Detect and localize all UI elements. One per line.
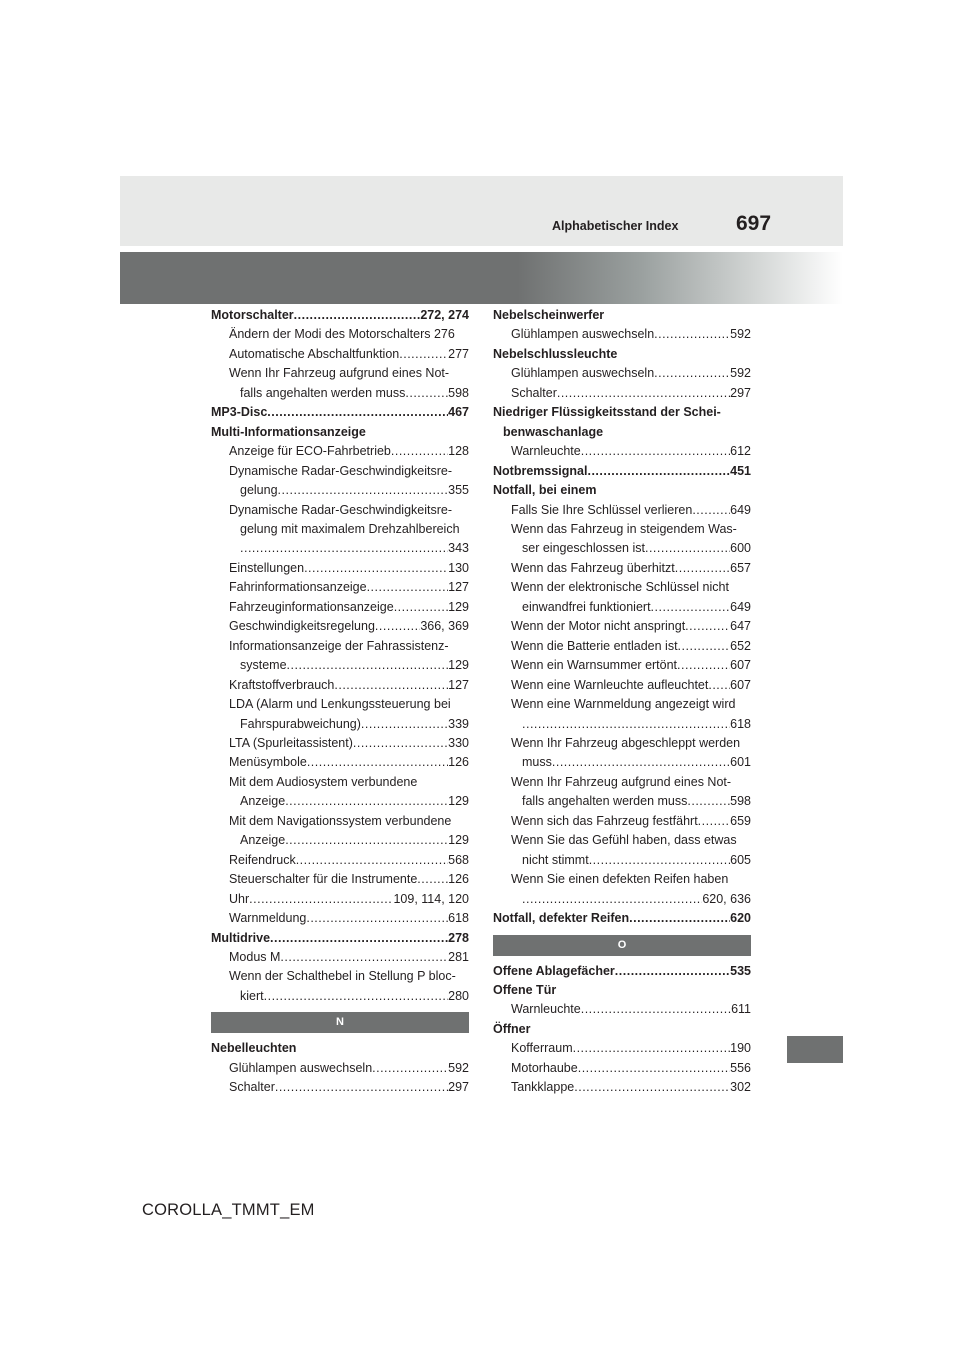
index-entry: [211, 306, 469, 325]
entry-label: Wenn eine Warnleuchte aufleuchtet: [511, 677, 709, 692]
page-reference: 652: [730, 638, 751, 653]
page-number: 697: [736, 212, 772, 235]
entry-label: Reifendruck: [229, 852, 296, 867]
index-entry: [211, 656, 469, 675]
entry-label: Motorschalter: [211, 308, 294, 322]
index-subentry: Wenn der Schalthebel in Stellung P bloc-: [229, 969, 456, 984]
index-entry: [211, 890, 469, 909]
index-entry: [493, 1039, 751, 1058]
page-reference: 467: [448, 405, 469, 420]
entry-label: falls angehalten werden muss: [522, 794, 688, 809]
page-reference: 297: [730, 385, 751, 400]
dot-leader: [405, 384, 448, 403]
index-heading: Nebelscheinwerfer: [493, 308, 605, 322]
index-entry: [493, 637, 751, 656]
index-entry: [493, 656, 751, 675]
index-entry: [493, 851, 751, 870]
index-entry: [493, 812, 751, 831]
entry-label: Modus M: [229, 949, 281, 964]
page-reference: 592: [730, 366, 751, 381]
index-subentry: Dynamische Radar-Geschwindigkeitsre-: [229, 502, 452, 517]
header-box: [120, 176, 843, 246]
dot-leader: [275, 1078, 448, 1097]
index-entry: [211, 442, 469, 461]
page-reference: 109, 114, 120: [393, 891, 469, 906]
page-reference: 649: [730, 502, 751, 517]
entry-label: gelung: [240, 483, 278, 498]
entry-label: Warnmeldung: [229, 911, 307, 926]
dot-leader: [391, 442, 448, 461]
page-reference: 620: [730, 911, 751, 926]
page-reference: 127: [448, 677, 469, 692]
entry-label: ser eingeschlossen ist: [522, 541, 645, 556]
entry-label: Fahrzeuginformationsanzeige: [229, 599, 394, 614]
entry-label: Wenn die Batterie entladen ist: [511, 638, 678, 653]
dot-leader: [552, 753, 730, 772]
entry-label: Glühlampen auswechseln: [511, 327, 655, 342]
dot-leader: [685, 617, 730, 636]
index-entry: [211, 851, 469, 870]
index-heading: Öffner: [493, 1021, 531, 1036]
page-reference: 277: [448, 346, 469, 361]
page-reference: 657: [730, 560, 751, 575]
page-reference: 126: [448, 872, 469, 887]
page-reference: 272, 274: [420, 308, 469, 322]
page-reference: 649: [730, 599, 751, 614]
index-subentry: gelung mit maximalem Drehzahlbereich: [240, 521, 460, 536]
index-entry: [211, 715, 469, 734]
dot-leader: [267, 403, 448, 422]
index-entry: [211, 1078, 469, 1097]
dot-leader: [675, 559, 730, 578]
index-entry: [211, 734, 469, 753]
index-entry: [211, 403, 469, 422]
index-heading: Niedriger Flüssigkeitsstand der Schei-: [493, 405, 721, 420]
index-subentry: Dynamische Radar-Geschwindigkeitsre-: [229, 463, 452, 478]
dot-leader: [692, 501, 730, 520]
page-reference: 598: [730, 794, 751, 809]
page-reference: 607: [730, 677, 751, 692]
dot-leader: [574, 1078, 730, 1097]
entry-label: Wenn das Fahrzeug überhitzt: [511, 560, 675, 575]
dot-leader: [280, 948, 448, 967]
index-entry: [211, 870, 469, 889]
entry-label: Motorhaube: [511, 1060, 578, 1075]
index-heading: Nebelleuchten: [211, 1041, 297, 1056]
entry-label: Kofferraum: [511, 1041, 573, 1056]
entry-label: Tankklappe: [511, 1080, 575, 1095]
dot-leader: [294, 306, 421, 325]
index-entry: [211, 909, 469, 928]
entry-label: Wenn der Motor nicht anspringt: [511, 619, 686, 634]
dot-leader: [240, 539, 448, 558]
entry-label: Offene Ablagefächer: [493, 963, 615, 978]
entry-label: Wenn ein Warnsummer ertönt: [511, 658, 678, 673]
entry-label: Glühlampen auswechseln: [511, 366, 655, 381]
index-subentry: Wenn das Fahrzeug in steigendem Was-: [511, 521, 737, 536]
index-entry: [211, 948, 469, 967]
page-reference: 280: [448, 988, 469, 1003]
entry-label: Notbremssignal: [493, 463, 588, 478]
index-entry: [493, 1059, 751, 1078]
index-entry: [493, 715, 751, 734]
index-entry: [493, 909, 751, 928]
entry-label: Automatische Abschaltfunktion: [229, 346, 400, 361]
entry-label: Schalter: [229, 1080, 275, 1095]
dot-leader: [334, 676, 448, 695]
entry-label: nicht stimmt: [522, 852, 589, 867]
dot-leader: [399, 345, 448, 364]
index-entry: [211, 831, 469, 850]
dot-leader: [285, 831, 448, 850]
index-subentry: Wenn der elektronische Schlüssel nicht: [511, 580, 729, 595]
entry-label: LTA (Spurleitassistent): [229, 735, 353, 750]
index-entry: [493, 559, 751, 578]
page-reference: 607: [730, 658, 751, 673]
dot-leader: [629, 909, 730, 928]
index-entry: [493, 442, 751, 461]
index-entry: [211, 792, 469, 811]
page-reference: 130: [448, 560, 469, 575]
entry-label: Fahrinformationsanzeige: [229, 580, 367, 595]
page-reference: 659: [730, 813, 751, 828]
dot-leader: [353, 734, 448, 753]
page-reference: 129: [448, 833, 469, 848]
dot-leader: [615, 962, 730, 981]
index-entry: [211, 753, 469, 772]
page-reference: 451: [730, 463, 751, 478]
index-heading: Multi-Informationsanzeige: [211, 424, 366, 439]
index-heading: benwaschanlage: [503, 424, 604, 439]
entry-label: Uhr: [229, 891, 250, 906]
page-reference: 647: [730, 619, 751, 634]
dot-leader: [372, 1059, 448, 1078]
index-entry: [493, 676, 751, 695]
index-subentry: Wenn Ihr Fahrzeug abgeschleppt werden: [511, 735, 741, 750]
dot-leader: [285, 792, 448, 811]
dot-leader: [296, 851, 448, 870]
dot-leader: [307, 753, 448, 772]
section-letter-header: O: [493, 935, 751, 956]
page-reference: 612: [730, 444, 751, 459]
index-entry: [493, 1000, 751, 1019]
dot-leader: [361, 715, 448, 734]
dot-leader: [677, 656, 730, 675]
dot-leader: [522, 715, 730, 734]
entry-label: Warnleuchte: [511, 444, 581, 459]
dot-leader: [375, 617, 420, 636]
dot-leader: [557, 384, 730, 403]
index-entry: [211, 987, 469, 1006]
dot-leader: [587, 462, 730, 481]
page-reference: 535: [730, 963, 751, 978]
page-reference: 366, 369: [420, 619, 469, 634]
entry-label: Warnleuchte: [511, 1002, 581, 1017]
index-heading: Offene Tür: [493, 982, 557, 997]
page-reference: 611: [731, 1002, 751, 1017]
index-heading: Nebelschlussleuchte: [493, 346, 618, 361]
dot-leader: [654, 325, 730, 344]
dot-leader: [654, 364, 730, 383]
entry-label: muss: [522, 755, 552, 770]
page-reference: 598: [448, 385, 469, 400]
entry-label: systeme: [240, 658, 287, 673]
page-reference: 126: [448, 755, 469, 770]
entry-label: kiert: [240, 988, 264, 1003]
page-reference: 127: [448, 580, 469, 595]
index-entry: [211, 1059, 469, 1078]
page-reference: 556: [730, 1060, 751, 1075]
index-entry: [493, 598, 751, 617]
page-reference: 297: [448, 1080, 469, 1095]
index-entry: [211, 929, 469, 948]
page-reference: 618: [448, 911, 469, 926]
page-reference: 281: [448, 949, 469, 964]
dot-leader: [394, 598, 448, 617]
dot-leader: [249, 890, 393, 909]
entry-label: Einstellungen: [229, 560, 305, 575]
dot-leader: [687, 792, 730, 811]
dot-leader: [264, 987, 449, 1006]
index-entry: [493, 792, 751, 811]
index-entry: [493, 1078, 751, 1097]
dot-leader: [367, 578, 449, 597]
dot-leader: [304, 559, 448, 578]
index-entry: [493, 364, 751, 383]
page-reference: 592: [448, 1060, 469, 1075]
page-reference: 592: [730, 327, 751, 342]
dot-leader: [522, 890, 702, 909]
entry-label: Falls Sie Ihre Schlüssel verlieren: [511, 502, 693, 517]
entry-label: Wenn sich das Fahrzeug festfährt: [511, 813, 698, 828]
index-entry: [211, 578, 469, 597]
entry-label: Menüsymbole: [229, 755, 307, 770]
entry-label: Glühlampen auswechseln: [229, 1060, 373, 1075]
index-heading: Notfall, bei einem: [493, 483, 597, 498]
dot-leader: [278, 481, 449, 500]
dot-leader: [306, 909, 448, 928]
thumb-index-tab: [787, 1036, 843, 1063]
dot-leader: [651, 598, 731, 617]
index-subentry: Mit dem Audiosystem verbundene: [229, 774, 418, 789]
dot-leader: [645, 539, 730, 558]
index-entry: [211, 598, 469, 617]
index-subentry: Wenn Sie das Gefühl haben, dass etwas: [511, 833, 737, 848]
index-subentry: Mit dem Navigationssystem verbundene: [229, 813, 452, 828]
index-entry: [211, 559, 469, 578]
header-band: [120, 252, 843, 304]
index-entry: [493, 384, 751, 403]
index-entry: [211, 676, 469, 695]
entry-label: Anzeige: [240, 833, 286, 848]
entry-label: Notfall, defekter Reifen: [493, 911, 630, 926]
index-column-left: [211, 306, 469, 1098]
dot-leader: [581, 1000, 731, 1019]
page-reference: 620, 636: [702, 891, 751, 906]
page-reference: 128: [448, 444, 469, 459]
dot-leader: [708, 676, 730, 695]
page-reference: 129: [448, 658, 469, 673]
index-subentry: Wenn Sie einen defekten Reifen haben: [511, 872, 729, 887]
index-subentry: Ändern der Modi des Motorschalters 276: [229, 327, 455, 342]
index-entry: [211, 617, 469, 636]
page-reference: 568: [448, 852, 469, 867]
page-reference: 339: [448, 716, 469, 731]
section-title: Alphabetischer Index: [552, 219, 679, 233]
page-reference: 129: [448, 599, 469, 614]
index-entry: [493, 501, 751, 520]
dot-leader: [287, 656, 449, 675]
entry-label: MP3-Disc: [211, 405, 268, 420]
dot-leader: [678, 637, 731, 656]
entry-label: Anzeige: [240, 794, 286, 809]
index-entry: [493, 462, 751, 481]
index-subentry: Informationsanzeige der Fahrassistenz-: [229, 638, 449, 653]
page-reference: 343: [448, 541, 469, 556]
dot-leader: [578, 1059, 730, 1078]
entry-label: Kraftstoffverbrauch: [229, 677, 335, 692]
entry-label: falls angehalten werden muss: [240, 385, 406, 400]
index-entry: [493, 539, 751, 558]
dot-leader: [417, 870, 448, 889]
page-reference: 190: [730, 1041, 751, 1056]
index-column-right: [493, 306, 751, 1098]
entry-label: Anzeige für ECO-Fahrbetrieb: [229, 444, 391, 459]
index-entry: [211, 345, 469, 364]
index-subentry: Wenn eine Warnmeldung angezeigt wird: [511, 697, 736, 712]
index-entry: [493, 753, 751, 772]
entry-label: Schalter: [511, 385, 557, 400]
index-entry: [211, 481, 469, 500]
dot-leader: [270, 929, 448, 948]
index-entry: [211, 384, 469, 403]
index-entry: [493, 325, 751, 344]
index-subentry: LDA (Alarm und Lenkungssteuerung bei: [229, 697, 451, 712]
page-reference: 129: [448, 794, 469, 809]
document-code: COROLLA_TMMT_EM: [142, 1201, 315, 1219]
dot-leader: [573, 1039, 731, 1058]
index-entry: [493, 890, 751, 909]
entry-label: Multidrive: [211, 930, 271, 945]
dot-leader: [581, 442, 730, 461]
dot-leader: [698, 812, 730, 831]
page-reference: 355: [448, 483, 469, 498]
page-reference: 618: [730, 716, 751, 731]
page-reference: 330: [448, 735, 469, 750]
entry-label: Steuerschalter für die Instrumente: [229, 872, 418, 887]
entry-label: Fahrspurabweichung): [240, 716, 361, 731]
entry-label: einwandfrei funktioniert: [522, 599, 651, 614]
dot-leader: [589, 851, 730, 870]
entry-label: Geschwindigkeitsregelung: [229, 619, 375, 634]
section-letter-header: N: [211, 1012, 469, 1033]
page-reference: 600: [730, 541, 751, 556]
page-reference: 302: [730, 1080, 751, 1095]
index-entry: [493, 617, 751, 636]
index-subentry: Wenn Ihr Fahrzeug aufgrund eines Not-: [511, 774, 732, 789]
page-reference: 278: [448, 930, 469, 945]
page-reference: 601: [730, 755, 751, 770]
index-entry: [211, 539, 469, 558]
page-reference: 605: [730, 852, 751, 867]
index-entry: [493, 962, 751, 981]
index-subentry: Wenn Ihr Fahrzeug aufgrund eines Not-: [229, 366, 450, 381]
